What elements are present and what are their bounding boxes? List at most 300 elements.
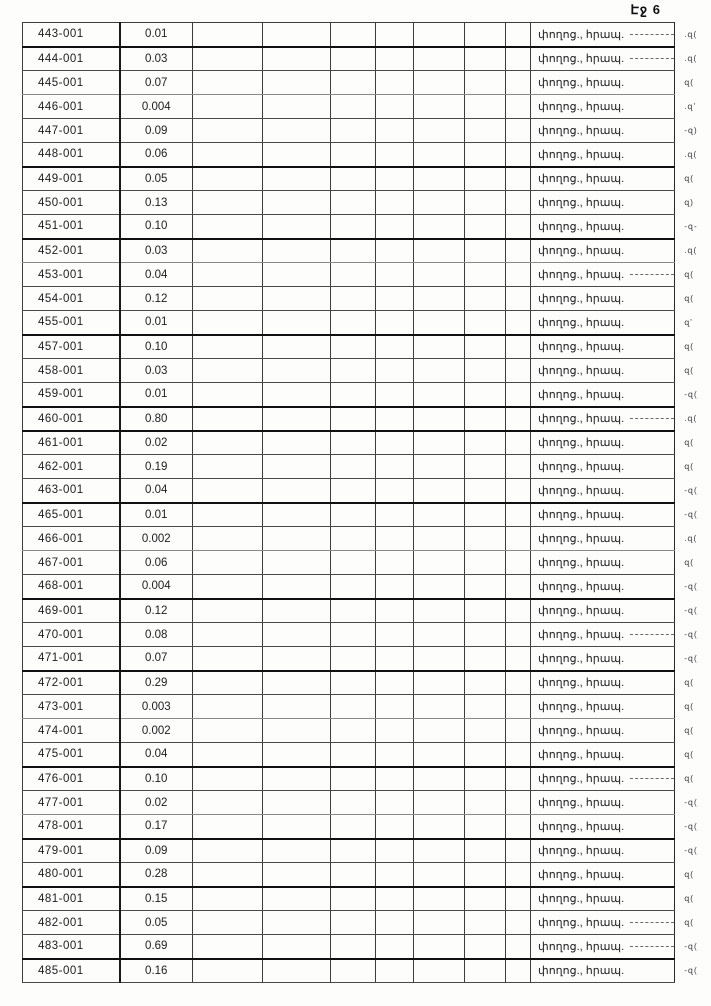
cell-empty-2	[263, 959, 331, 983]
cell-empty-1	[193, 623, 263, 647]
cell-empty-2	[263, 815, 331, 839]
cell-empty-2	[263, 575, 331, 599]
cell-record-id: 474-001	[23, 719, 120, 743]
cell-empty-1	[193, 455, 263, 479]
cell-empty-1	[193, 647, 263, 671]
cell-empty-6	[465, 887, 506, 911]
cell-category: փողոց., հրապ.	[531, 575, 675, 599]
cell-category: փողոց., հրապ.	[531, 287, 675, 311]
cell-record-id: 477-001	[23, 791, 120, 815]
cell-value: 0.06	[120, 143, 193, 167]
cell-edge-fragment: զ(	[684, 438, 694, 447]
cell-empty-2	[263, 95, 331, 119]
cell-empty-5	[414, 311, 465, 335]
cell-empty-3	[331, 335, 376, 359]
cell-record-id: 475-001	[23, 743, 120, 767]
cell-empty-6	[465, 839, 506, 863]
cell-value: 0.10	[120, 215, 193, 239]
cell-empty-7	[506, 23, 531, 47]
cell-empty-5	[414, 47, 465, 71]
cell-record-id: 467-001	[23, 551, 120, 575]
cell-value: 0.06	[120, 551, 193, 575]
cell-empty-2	[263, 767, 331, 791]
cell-empty-3	[331, 935, 376, 959]
cell-empty-1	[193, 263, 263, 287]
cell-empty-7	[506, 599, 531, 623]
cell-empty-4	[376, 191, 414, 215]
cell-empty-7	[506, 935, 531, 959]
cell-category: փողոց., հրապ.	[531, 959, 675, 983]
cell-empty-5	[414, 95, 465, 119]
cell-empty-5	[414, 599, 465, 623]
cell-value: 0.002	[120, 527, 193, 551]
cell-record-id: 476-001	[23, 767, 120, 791]
cell-empty-7	[506, 479, 531, 503]
cell-empty-1	[193, 791, 263, 815]
cell-record-id: 473-001	[23, 695, 120, 719]
cell-edge-fragment: .զ(	[684, 54, 698, 63]
cell-empty-5	[414, 335, 465, 359]
cell-empty-5	[414, 23, 465, 47]
cell-empty-2	[263, 503, 331, 527]
table-row	[23, 143, 707, 167]
cell-record-id: 460-001	[23, 407, 120, 431]
cell-value: 0.003	[120, 695, 193, 719]
cell-category: փողոց., հրապ.	[531, 623, 675, 647]
cell-record-id: 466-001	[23, 527, 120, 551]
cell-empty-3	[331, 599, 376, 623]
cell-value: 0.08	[120, 623, 193, 647]
cell-edge-fragment: զ(	[684, 342, 694, 351]
cell-empty-1	[193, 695, 263, 719]
cell-category: փողոց., հրապ.	[531, 23, 675, 47]
cell-empty-7	[506, 551, 531, 575]
cell-empty-7	[506, 191, 531, 215]
cell-empty-2	[263, 743, 331, 767]
cell-empty-2	[263, 383, 331, 407]
cell-empty-4	[376, 359, 414, 383]
cell-empty-5	[414, 767, 465, 791]
cell-edge-fragment: .զ(	[684, 534, 698, 543]
cell-edge-fragment: .զ(	[684, 30, 698, 39]
cell-empty-6	[465, 791, 506, 815]
cell-value: 0.04	[120, 263, 193, 287]
cell-empty-1	[193, 959, 263, 983]
table-row	[23, 287, 707, 311]
cell-category: փողոց., հրապ.	[531, 743, 675, 767]
cell-empty-1	[193, 47, 263, 71]
cell-empty-4	[376, 887, 414, 911]
cell-empty-7	[506, 527, 531, 551]
data-table	[22, 22, 707, 983]
cell-empty-3	[331, 311, 376, 335]
cell-category: փողոց., հրապ.	[531, 839, 675, 863]
cell-empty-6	[465, 335, 506, 359]
cell-value: 0.004	[120, 95, 193, 119]
cell-value: 0.02	[120, 791, 193, 815]
cell-empty-3	[331, 23, 376, 47]
cell-empty-6	[465, 575, 506, 599]
cell-edge-fragment: զ(	[684, 366, 694, 375]
table-row	[23, 527, 707, 551]
cell-category: փողոց., հրապ.	[531, 647, 675, 671]
cell-empty-1	[193, 407, 263, 431]
cell-empty-6	[465, 455, 506, 479]
cell-empty-4	[376, 167, 414, 191]
cell-empty-2	[263, 287, 331, 311]
cell-edge-fragment: -զ(	[684, 654, 698, 663]
cell-empty-5	[414, 431, 465, 455]
cell-empty-3	[331, 119, 376, 143]
cell-empty-6	[465, 527, 506, 551]
cell-empty-4	[376, 263, 414, 287]
cell-empty-3	[331, 503, 376, 527]
cell-empty-6	[465, 431, 506, 455]
cell-category: փողոց., հրապ.	[531, 935, 675, 959]
cell-edge-fragment: զ(	[684, 894, 694, 903]
cell-empty-2	[263, 719, 331, 743]
cell-edge-fragment: .զ(	[684, 246, 698, 255]
cell-record-id: 483-001	[23, 935, 120, 959]
cell-edge-fragment: -զ(	[684, 846, 698, 855]
cell-record-id: 445-001	[23, 71, 120, 95]
cell-category: փողոց., հրապ.	[531, 599, 675, 623]
cell-empty-7	[506, 287, 531, 311]
cell-value: 0.07	[120, 71, 193, 95]
cell-empty-1	[193, 887, 263, 911]
cell-record-id: 449-001	[23, 167, 120, 191]
cell-empty-7	[506, 407, 531, 431]
cell-empty-2	[263, 623, 331, 647]
cell-empty-3	[331, 839, 376, 863]
cell-empty-5	[414, 719, 465, 743]
cell-empty-5	[414, 359, 465, 383]
cell-category: փողոց., հրապ.	[531, 359, 675, 383]
cell-empty-6	[465, 503, 506, 527]
cell-empty-4	[376, 383, 414, 407]
cell-empty-6	[465, 815, 506, 839]
cell-empty-1	[193, 359, 263, 383]
cell-record-id: 465-001	[23, 503, 120, 527]
cell-empty-5	[414, 695, 465, 719]
cell-value: 0.29	[120, 671, 193, 695]
cell-empty-6	[465, 671, 506, 695]
cell-empty-2	[263, 935, 331, 959]
cell-edge-fragment: զ)	[684, 198, 694, 207]
cell-empty-7	[506, 95, 531, 119]
cell-empty-7	[506, 311, 531, 335]
cell-empty-6	[465, 623, 506, 647]
cell-value: 0.04	[120, 479, 193, 503]
cell-record-id: 448-001	[23, 143, 120, 167]
cell-empty-5	[414, 647, 465, 671]
cell-record-id: 450-001	[23, 191, 120, 215]
cell-value: 0.07	[120, 647, 193, 671]
cell-empty-5	[414, 263, 465, 287]
cell-value: 0.09	[120, 119, 193, 143]
cell-value: 0.80	[120, 407, 193, 431]
cell-edge-fragment: -զ(	[684, 582, 698, 591]
cell-category: փողոց., հրապ.	[531, 695, 675, 719]
cell-empty-7	[506, 743, 531, 767]
cell-empty-2	[263, 839, 331, 863]
cell-empty-5	[414, 887, 465, 911]
cell-empty-1	[193, 719, 263, 743]
cell-edge-fragment: -զ(	[684, 510, 698, 519]
cell-value: 0.02	[120, 431, 193, 455]
cell-empty-4	[376, 575, 414, 599]
cell-empty-2	[263, 599, 331, 623]
table-row	[23, 575, 707, 599]
cell-empty-2	[263, 527, 331, 551]
cell-edge-fragment: -զ)	[684, 126, 698, 135]
cell-empty-2	[263, 143, 331, 167]
cell-empty-2	[263, 47, 331, 71]
cell-empty-1	[193, 383, 263, 407]
table-row	[23, 863, 707, 887]
cell-edge-fragment: զ(	[684, 726, 694, 735]
cell-empty-4	[376, 935, 414, 959]
table-row	[23, 671, 707, 695]
cell-empty-1	[193, 23, 263, 47]
cell-empty-4	[376, 743, 414, 767]
cell-category: փողոց., հրապ.	[531, 239, 675, 263]
cell-edge-fragment: զ(	[684, 918, 694, 927]
table-row	[23, 911, 707, 935]
cell-record-id: 459-001	[23, 383, 120, 407]
cell-empty-6	[465, 215, 506, 239]
table-row	[23, 455, 707, 479]
cell-empty-4	[376, 47, 414, 71]
cell-empty-6	[465, 167, 506, 191]
cell-empty-4	[376, 623, 414, 647]
cell-category: փողոց., հրապ.	[531, 815, 675, 839]
cell-empty-5	[414, 503, 465, 527]
cell-empty-5	[414, 575, 465, 599]
cell-empty-6	[465, 767, 506, 791]
cell-empty-4	[376, 71, 414, 95]
cell-empty-5	[414, 743, 465, 767]
cell-empty-6	[465, 143, 506, 167]
cell-empty-2	[263, 911, 331, 935]
cell-record-id: 463-001	[23, 479, 120, 503]
cell-empty-4	[376, 23, 414, 47]
cell-empty-2	[263, 671, 331, 695]
table-row	[23, 887, 707, 911]
table-row	[23, 503, 707, 527]
cell-empty-4	[376, 239, 414, 263]
table-row	[23, 95, 707, 119]
cell-empty-1	[193, 479, 263, 503]
cell-empty-7	[506, 167, 531, 191]
cell-empty-7	[506, 623, 531, 647]
cell-empty-1	[193, 863, 263, 887]
cell-empty-6	[465, 863, 506, 887]
cell-empty-2	[263, 119, 331, 143]
cell-empty-5	[414, 623, 465, 647]
cell-empty-3	[331, 887, 376, 911]
cell-empty-7	[506, 335, 531, 359]
cell-empty-3	[331, 407, 376, 431]
cell-empty-7	[506, 143, 531, 167]
cell-empty-4	[376, 599, 414, 623]
cell-edge-fragment: զ(	[684, 270, 694, 279]
cell-empty-2	[263, 407, 331, 431]
cell-empty-6	[465, 239, 506, 263]
cell-empty-2	[263, 431, 331, 455]
cell-category: փողոց., հրապ.	[531, 215, 675, 239]
cell-empty-4	[376, 455, 414, 479]
cell-empty-2	[263, 71, 331, 95]
cell-value: 0.002	[120, 719, 193, 743]
cell-edge-fragment: -զ-	[684, 222, 698, 231]
cell-empty-3	[331, 863, 376, 887]
cell-record-id: 455-001	[23, 311, 120, 335]
cell-edge-fragment: զ(	[684, 870, 694, 879]
table-row	[23, 599, 707, 623]
cell-category: փողոց., հրապ.	[531, 551, 675, 575]
cell-category: փողոց., հրապ.	[531, 263, 675, 287]
cell-empty-3	[331, 95, 376, 119]
cell-empty-7	[506, 863, 531, 887]
cell-empty-6	[465, 383, 506, 407]
cell-category: փողոց., հրապ.	[531, 479, 675, 503]
cell-record-id: 453-001	[23, 263, 120, 287]
table-row	[23, 767, 707, 791]
cell-empty-6	[465, 911, 506, 935]
cell-empty-3	[331, 575, 376, 599]
cell-empty-2	[263, 215, 331, 239]
cell-empty-1	[193, 431, 263, 455]
cell-empty-4	[376, 95, 414, 119]
cell-record-id: 485-001	[23, 959, 120, 983]
cell-empty-6	[465, 599, 506, 623]
cell-empty-6	[465, 311, 506, 335]
cell-empty-2	[263, 791, 331, 815]
cell-edge-fragment: զ(	[684, 78, 694, 87]
cell-empty-3	[331, 527, 376, 551]
cell-value: 0.09	[120, 839, 193, 863]
table-row	[23, 959, 707, 983]
cell-empty-3	[331, 959, 376, 983]
cell-empty-4	[376, 863, 414, 887]
cell-empty-1	[193, 815, 263, 839]
table-row	[23, 935, 707, 959]
table-row	[23, 71, 707, 95]
cell-empty-7	[506, 71, 531, 95]
cell-empty-5	[414, 143, 465, 167]
cell-record-id: 458-001	[23, 359, 120, 383]
cell-edge-fragment: -զ(	[684, 966, 698, 975]
cell-empty-1	[193, 215, 263, 239]
table-row	[23, 47, 707, 71]
cell-empty-3	[331, 239, 376, 263]
cell-record-id: 482-001	[23, 911, 120, 935]
cell-empty-7	[506, 431, 531, 455]
cell-category: փողոց., հրապ.	[531, 719, 675, 743]
cell-empty-1	[193, 527, 263, 551]
cell-empty-7	[506, 47, 531, 71]
cell-empty-5	[414, 479, 465, 503]
cell-value: 0.01	[120, 311, 193, 335]
table-row	[23, 719, 707, 743]
cell-value: 0.03	[120, 47, 193, 71]
cell-empty-4	[376, 215, 414, 239]
cell-edge-fragment: զ(	[684, 702, 694, 711]
cell-empty-6	[465, 479, 506, 503]
cell-empty-2	[263, 887, 331, 911]
cell-category: փողոց., հրապ.	[531, 407, 675, 431]
cell-empty-5	[414, 935, 465, 959]
cell-empty-5	[414, 815, 465, 839]
cell-empty-7	[506, 671, 531, 695]
cell-category: փողոց., հրապ.	[531, 95, 675, 119]
table-row	[23, 479, 707, 503]
cell-empty-3	[331, 287, 376, 311]
cell-empty-6	[465, 743, 506, 767]
cell-edge-fragment: զ(	[684, 774, 694, 783]
cell-value: 0.17	[120, 815, 193, 839]
cell-value: 0.05	[120, 167, 193, 191]
cell-empty-5	[414, 215, 465, 239]
table-row	[23, 119, 707, 143]
cell-edge-fragment: զ(	[684, 294, 694, 303]
cell-empty-1	[193, 503, 263, 527]
cell-empty-1	[193, 239, 263, 263]
cell-empty-4	[376, 815, 414, 839]
cell-empty-3	[331, 455, 376, 479]
cell-empty-4	[376, 719, 414, 743]
cell-edge-fragment: զ'	[684, 318, 693, 327]
cell-value: 0.13	[120, 191, 193, 215]
table-row	[23, 647, 707, 671]
cell-empty-7	[506, 647, 531, 671]
cell-empty-4	[376, 767, 414, 791]
cell-edge-fragment: -զ(	[684, 630, 698, 639]
cell-category: փողոց., հրապ.	[531, 383, 675, 407]
cell-empty-3	[331, 743, 376, 767]
cell-empty-4	[376, 911, 414, 935]
cell-empty-3	[331, 551, 376, 575]
cell-empty-2	[263, 695, 331, 719]
cell-record-id: 443-001	[23, 23, 120, 47]
table-row	[23, 167, 707, 191]
cell-empty-7	[506, 455, 531, 479]
table-row	[23, 407, 707, 431]
cell-empty-7	[506, 815, 531, 839]
table-row	[23, 839, 707, 863]
cell-edge-fragment: -զ(	[684, 822, 698, 831]
cell-empty-5	[414, 287, 465, 311]
cell-value: 0.04	[120, 743, 193, 767]
cell-value: 0.12	[120, 287, 193, 311]
cell-edge-fragment: զ(	[684, 462, 694, 471]
cell-empty-4	[376, 287, 414, 311]
cell-record-id: 454-001	[23, 287, 120, 311]
cell-empty-7	[506, 119, 531, 143]
cell-edge-fragment: -զ(	[684, 798, 698, 807]
cell-empty-1	[193, 671, 263, 695]
cell-empty-5	[414, 959, 465, 983]
cell-empty-4	[376, 503, 414, 527]
cell-category: փողոց., հրապ.	[531, 71, 675, 95]
table-row	[23, 431, 707, 455]
cell-empty-2	[263, 647, 331, 671]
cell-category: փողոց., հրապ.	[531, 311, 675, 335]
cell-empty-3	[331, 719, 376, 743]
cell-record-id: 480-001	[23, 863, 120, 887]
cell-empty-1	[193, 335, 263, 359]
